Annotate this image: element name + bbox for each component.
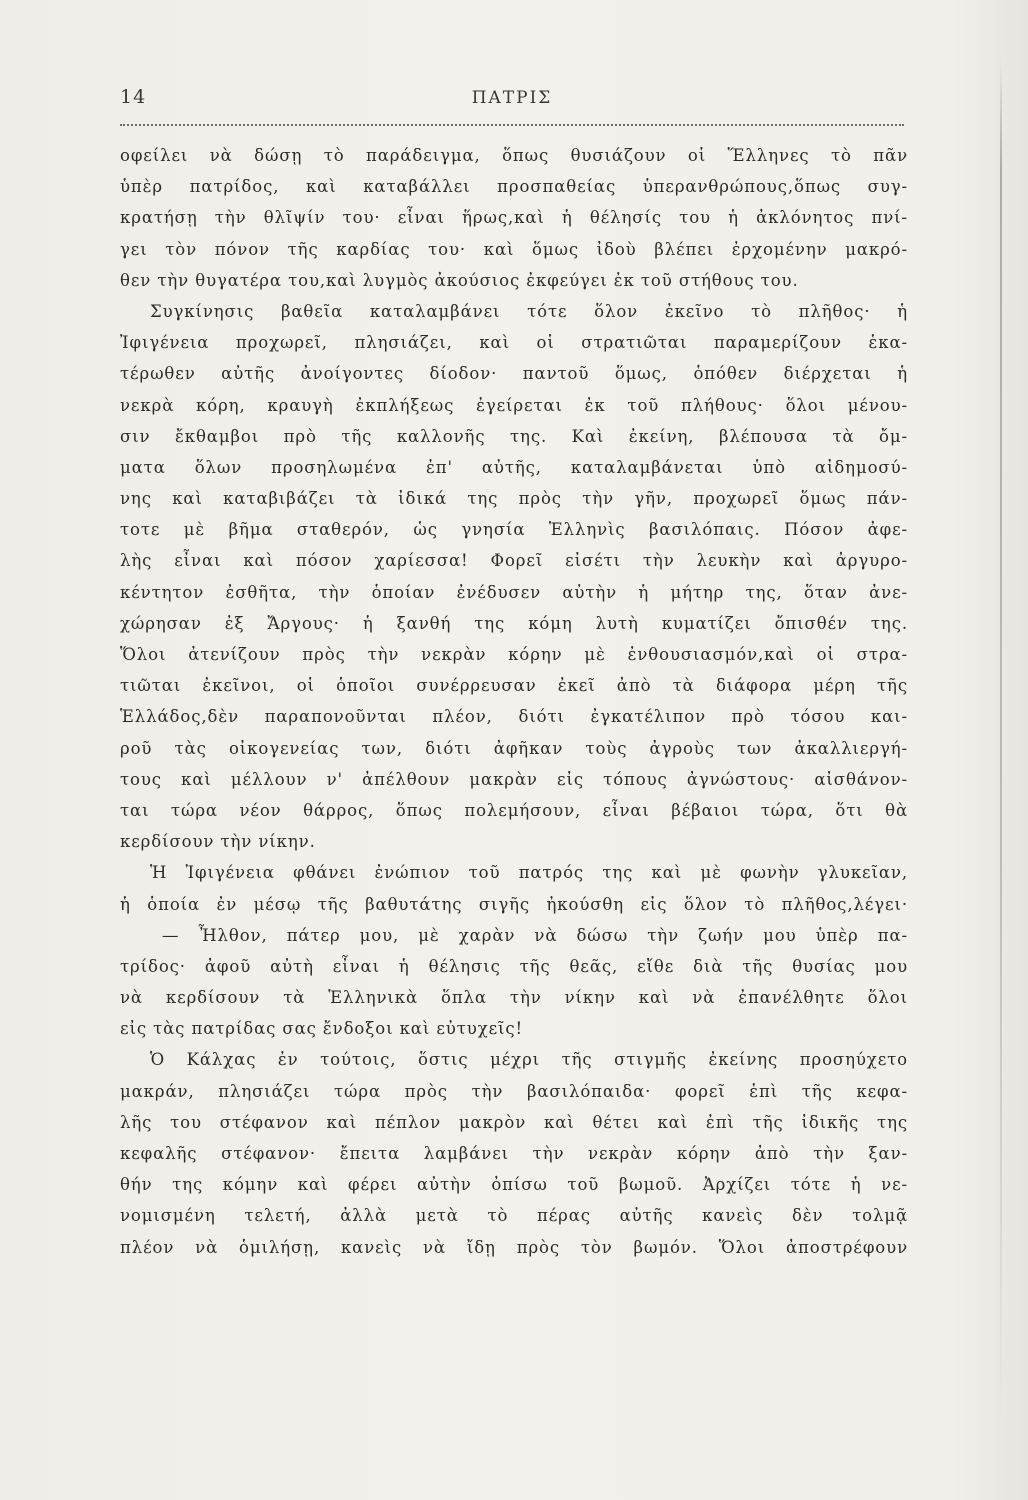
text-line: τιῶται ἐκεῖνοι, οἱ ὁποῖοι συνέρρευσαν ἐκεῖ ἀπὸ τὰ διάφορα μέρη τῆς [120,676,908,696]
text-line: πλέον νὰ ὁμιλήσῃ, κανεὶς νὰ ἴδῃ πρὸς τὸν βωμόν. Ὅλοι ἀποστρέφουν [120,1237,908,1257]
text-line: τοτε μὲ βῆμα σταθερόν, ὡς γνησία Ἑλληνὶς βασιλόπαις. Πόσον ἀφε- [120,520,908,540]
text-line: τους καὶ μέλλουν ν' ἀπέλθουν μακρὰν εἰς τόπους ἀγνώστους· αἰσθάνον- [120,769,908,789]
text-line: κρατήσῃ τὴν θλῖψίν του· εἶναι ἥρως,καὶ ἡ θέλησίς του ἡ ἀκλόνητος πνί- [120,208,908,228]
text-line: — Ἦλθον, πάτερ μου, μὲ χαρὰν νὰ δώσω τὴν ζωήν μου ὑπὲρ πα- [162,925,908,945]
header-dotted-rule [120,124,904,126]
text-line: Ὁ Κάλχας ἐν τούτοις, ὅστις μέχρι τῆς στιγμῆς ἐκείνης προσηύχετο [150,1050,908,1070]
page-edge-shadow [1000,60,1002,1420]
text-line: τέρωθεν αὐτῆς ἀνοίγοντες δίοδον· παντοῦ ὅμως, ὁπόθεν διέρχεται ἡ [120,364,908,384]
text-line: γει τὸν πόνον τῆς καρδίας του· καὶ ὅμως ἰδοὺ βλέπει ἐρχομένην μακρό- [120,239,908,259]
text-line: εἰς τὰς πατρίδας σας ἔνδοξοι καὶ εὐτυχεῖς! [120,1019,524,1039]
text-line: σιν ἔκθαμβοι πρὸ τῆς καλλονῆς της. Καὶ ἐκείνη, βλέπουσα τὰ ὄμ- [120,426,908,446]
text-line: κερδίσουν τὴν νίκην. [120,832,316,852]
text-line: ὑπὲρ πατρίδος, καὶ καταβάλλει προσπαθείας ὑπερανθρώπους,ὅπως συγ- [120,177,908,197]
text-line: Ἑλλάδος,δὲν παραπονοῦνται πλέον, διότι ἐγκατέλιπον πρὸ τόσου και- [120,707,908,727]
text-line: λῆς του στέφανον καὶ πέπλον μακρὸν καὶ θέτει καὶ ἐπὶ τῆς ἰδικῆς της [120,1112,908,1132]
text-line: Ὅλοι ἀτενίζουν πρὸς τὴν νεκρὰν κόρην μὲ ἐνθουσιασμόν,καὶ οἱ στρα- [120,645,908,664]
text-line: ματα ὅλων προσηλωμένα ἐπ' αὐτῆς, καταλαμβάνεται ὑπὸ αἰδημοσύ- [120,457,908,477]
text-line: νης καὶ καταβιβάζει τὰ ἰδικά της πρὸς τὴν γῆν, προχωρεῖ ὅμως πάν- [120,489,908,509]
page-header [120,86,904,126]
text-line: νομισμένη τελετή, ἀλλὰ μετὰ τὸ πέρας αὐτῆς κανεὶς δὲν τολμᾷ [120,1206,908,1226]
running-title: ΠΑΤΡΙΣ [471,88,553,108]
text-line: κεφαλῆς στέφανον· ἔπειτα λαμβάνει τὴν νεκρὰν κόρην ἀπὸ τὴν ξαν- [120,1144,908,1163]
text-line: νεκρὰ κόρη, κραυγὴ ἐκπλήξεως ἐγείρεται ἐκ τοῦ πλήθους· ὅλοι μένου- [120,395,908,415]
text-line: τρίδος· ἀφοῦ αὐτὴ εἶναι ἡ θέλησις τῆς θεᾶς, εἴθε διὰ τῆς θυσίας μου [120,956,908,976]
text-line: Συγκίνησις βαθεῖα καταλαμβάνει τότε ὅλον ἐκεῖνο τὸ πλῆθος· ἡ [150,301,908,321]
text-line: χώρησαν ἐξ Ἄργους· ἡ ξανθή της κόμη λυτὴ κυματίζει ὄπισθέν της. [120,613,908,633]
body-text [120,140,908,1263]
text-line: οφείλει νὰ δώσῃ τὸ παράδειγμα, ὅπως θυσιάζουν οἱ Ἕλληνες τὸ πᾶν [120,146,908,165]
text-line: κέντητον ἐσθῆτα, τὴν ὁποίαν ἐνέδυσεν αὐτὴν ἡ μήτηρ της, ὅταν ἀνε- [120,582,908,602]
page-number: 14 [120,86,147,108]
text-line: ται τώρα νέον θάρρος, ὅπως πολεμήσουν, εἶναι βέβαιοι τώρα, ὅτι θὰ [120,800,908,820]
text-line: Ἡ Ἰφιγένεια φθάνει ἐνώπιον τοῦ πατρός της καὶ μὲ φωνὴν γλυκεῖαν, [150,863,908,883]
text-line: μακράν, πλησιάζει τώρα πρὸς τὴν βασιλόπαιδα· φορεῖ ἐπὶ τῆς κεφα- [120,1081,908,1101]
text-line: ροῦ τὰς οἰκογενείας των, διότι ἀφῆκαν τοὺς ἀγροὺς των ἀκαλλιεργή- [120,738,908,758]
text-line: Ἰφιγένεια προχωρεῖ, πλησιάζει, καὶ οἱ στρατιῶται παραμερίζουν ἑκα- [120,333,908,353]
text-line: νὰ κερδίσουν τὰ Ἑλληνικὰ ὅπλα τὴν νίκην καὶ νὰ ἐπανέλθητε ὅλοι [120,988,908,1008]
text-line: θεν τὴν θυγατέρα του,καὶ λυγμὸς ἀκούσιος ἐκφεύγει ἐκ τοῦ στήθους του. [120,270,799,290]
text-line: θήν της κόμην καὶ φέρει αὐτὴν ὀπίσω τοῦ βωμοῦ. Ἀρχίζει τότε ἡ νε- [120,1175,908,1195]
text-line: λὴς εἶναι καὶ πόσον χαρίεσσα! Φορεῖ εἰσέτι τὴν λευκὴν καὶ ἀργυρο- [120,551,908,571]
text-line: ἡ ὁποία ἐν μέσῳ τῆς βαθυτάτης σιγῆς ἠκούσθη εἰς ὅλον τὸ πλῆθος,λέγει· [120,894,908,914]
